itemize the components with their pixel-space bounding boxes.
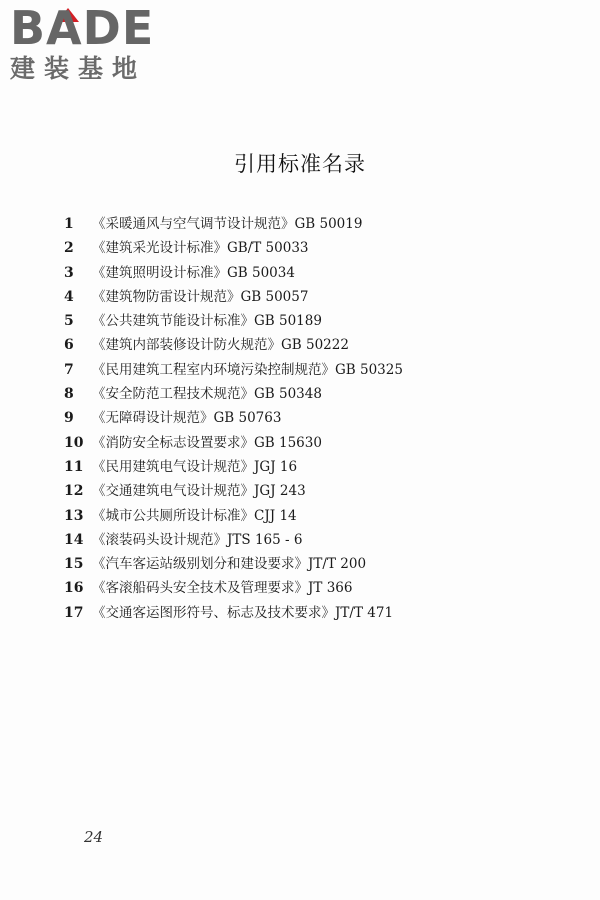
item-number: 11: [64, 458, 84, 475]
item-number: 17: [64, 604, 84, 621]
list-item: [64, 382, 403, 406]
item-number: 5: [64, 313, 74, 330]
item-text: 《无障碍设计规范》GB 50763: [92, 410, 282, 427]
list-item: [64, 285, 403, 309]
item-text: 《安全防范工程技术规范》GB 50348: [92, 386, 322, 403]
list-item: [64, 504, 403, 528]
item-number: 15: [64, 556, 84, 573]
list-item: [64, 358, 403, 382]
item-text: 《民用建筑工程室内环境污染控制规范》GB 50325: [92, 361, 403, 378]
list-item: [64, 455, 403, 479]
item-text: 《公共建筑节能设计标准》GB 50189: [92, 313, 322, 330]
item-number: 14: [64, 531, 84, 548]
item-number: 9: [64, 410, 74, 427]
item-number: 12: [64, 483, 84, 500]
item-text: 《建筑照明设计标准》GB 50034: [92, 264, 295, 281]
item-number: 1: [64, 216, 74, 232]
item-number: 8: [64, 386, 74, 403]
list-item: [64, 552, 403, 576]
item-text: 《建筑采光设计标准》GB/T 50033: [92, 240, 309, 257]
list-item: [64, 333, 403, 357]
list-item: [64, 261, 403, 285]
item-number: 3: [64, 264, 74, 281]
list-item: [64, 431, 403, 455]
item-text: 《采暖通风与空气调节设计规范》GB 50019: [92, 216, 363, 232]
item-text: 《交通客运图形符号、标志及技术要求》JT/T 471: [92, 604, 394, 621]
page-title: 引用标准名录: [234, 152, 366, 176]
item-text: 《交通建筑电气设计规范》JGJ 243: [92, 483, 306, 500]
list-item: [64, 406, 403, 430]
item-text: 《建筑内部装修设计防火规范》GB 50222: [92, 337, 349, 354]
list-item: [64, 601, 403, 625]
logo-sub-text: 建装基地: [10, 54, 147, 83]
standards-list: [64, 212, 403, 625]
list-item: [64, 576, 403, 600]
item-number: 10: [64, 434, 84, 451]
item-number: 16: [64, 580, 84, 597]
list-item: [64, 236, 403, 260]
item-text: 《滚装码头设计规范》JTS 165 - 6: [92, 531, 303, 548]
list-item: [64, 212, 403, 236]
page-number: 24: [84, 828, 104, 846]
item-number: 13: [64, 507, 84, 524]
list-item: [64, 309, 403, 333]
item-text: 《客滚船码头安全技术及管理要求》JT 366: [92, 580, 353, 597]
list-item: [64, 479, 403, 503]
logo-main-text: BADE: [10, 1, 155, 55]
item-text: 《消防安全标志设置要求》GB 15630: [92, 434, 322, 451]
brand-logo: [10, 1, 155, 84]
item-text: 《汽车客运站级别划分和建设要求》JT/T 200: [92, 556, 367, 573]
list-item: [64, 528, 403, 552]
item-number: 7: [64, 361, 74, 378]
item-number: 6: [64, 337, 74, 354]
item-text: 《民用建筑电气设计规范》JGJ 16: [92, 458, 298, 475]
item-number: 4: [64, 288, 74, 305]
item-number: 2: [64, 240, 74, 257]
item-text: 《城市公共厕所设计标准》CJJ 14: [92, 507, 297, 524]
item-text: 《建筑物防雷设计规范》GB 50057: [92, 288, 309, 305]
